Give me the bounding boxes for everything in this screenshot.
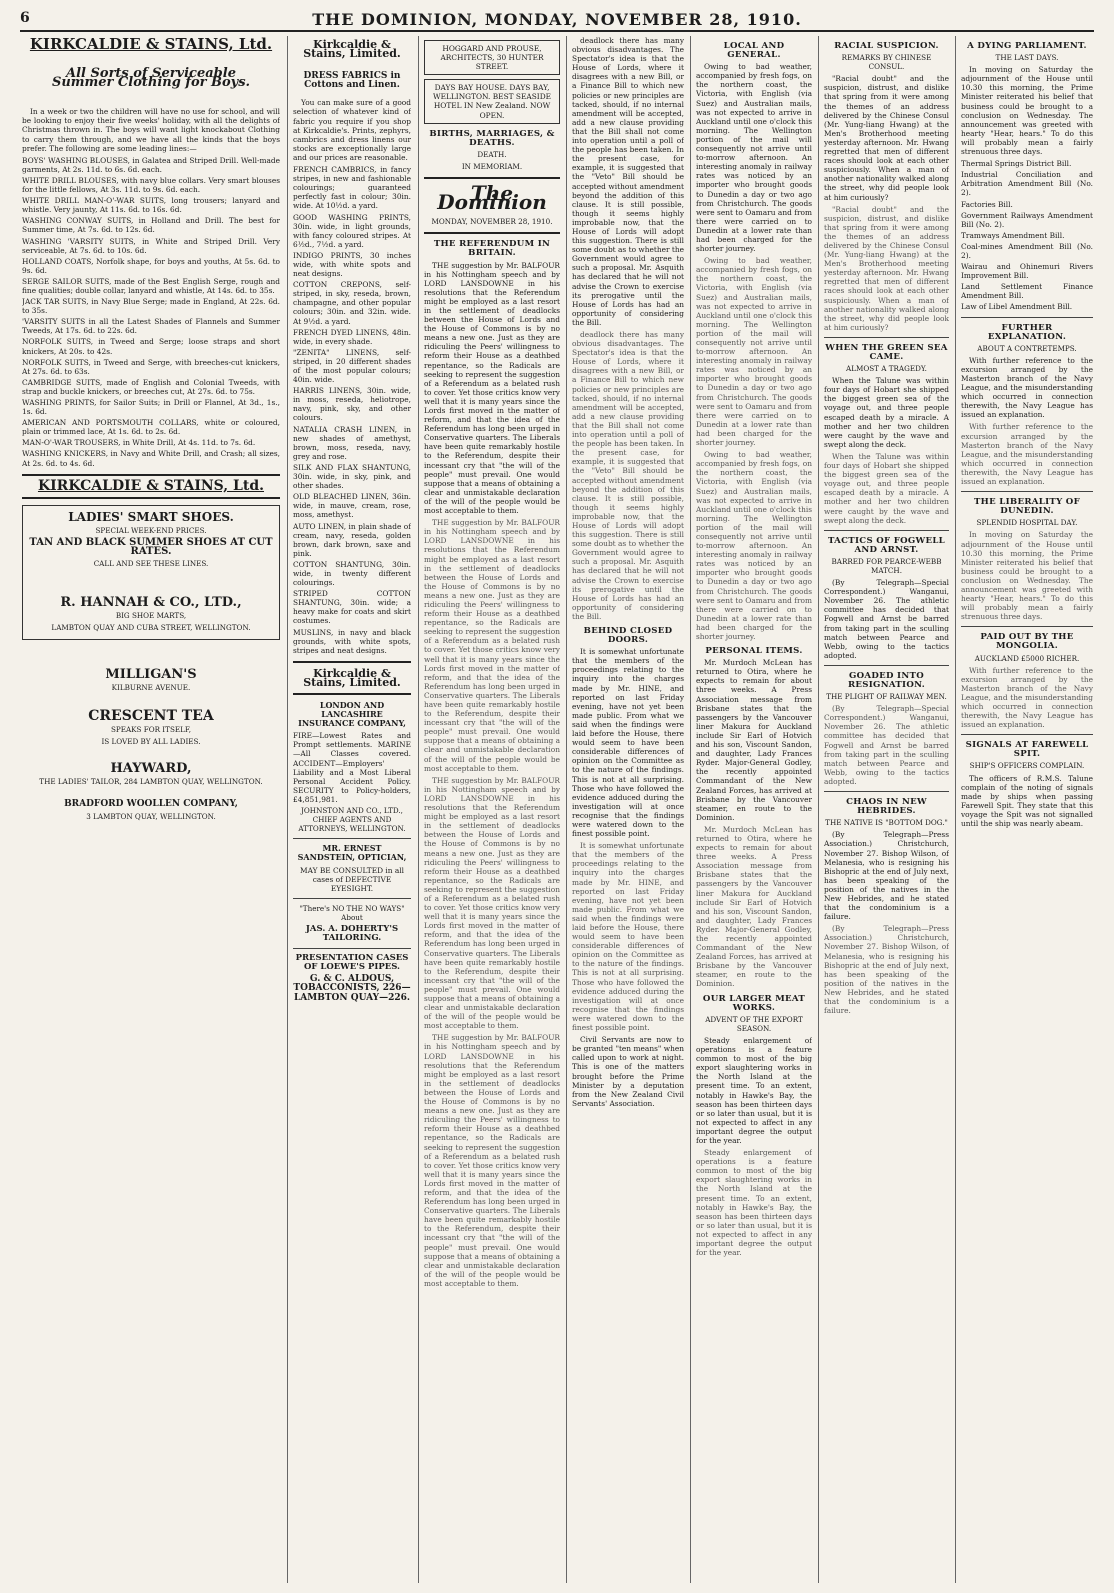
- meat-body: Steady enlargement of operations is a feature common to most of the big export slaughtering works in the North Island at the present time. To an extent, notably in Hawke's Bay, the season has been thirteen days or so later than usual, but it is not expected to affect in any important degree the output for the year.: [696, 1035, 812, 1145]
- column-rule: [287, 36, 288, 1583]
- divider: [293, 693, 411, 695]
- list-item: JACK TAR SUITS, in Navy Blue Serge; made in England, At 22s. 6d. to 35s.: [22, 297, 280, 316]
- leader-body-continued: THE suggestion by Mr. BALFOUR in his Nottingham speech and by LORD LANSDOWNE in his resolutions that the Referendum might be employed as a last resort in the settlement of deadlocks between the House of Lords and the House of Commons is by no means a new one. Just as they are ridiculing the Peers' willingness to reform their House as a deathbed repentance, so the Radicals are seeking to represent the suggestion of a Referendum as a belated rush to cover. Yet those critics know very well that it is many years since the Lords first moved in the matter of reform, and that the idea of the Referendum has long been urged in Conservative quarters. The Liberals have been quite remarkably hostile to the Referendum, despite their incessant cry that "the will of the people" must prevail. One would suppose that a means of obtaining a clear and unmistakable declaration of the will of the people would be most acceptable to them.: [424, 518, 560, 773]
- list-item: NORFOLK SUITS, in Tweed and Serge; loose straps and short knickers, At 20s. to 42s.: [22, 337, 280, 356]
- milligan-ad: MILLIGAN'S: [105, 666, 197, 682]
- list-item: MAN-O'-WAR TROUSERS, in White Drill, At 4s. 11d. to 7s. 6d.: [22, 438, 256, 448]
- divider: [961, 734, 1093, 735]
- masthead: [20, 8, 1094, 32]
- divider: [824, 530, 949, 531]
- column-rule: [955, 36, 956, 1583]
- insurance-body: FIRE—Lowest Rates and Prompt settlements. MARINE—All Classes covered. ACCIDENT—Employers' Liability and a Most Liberal Personal Accident Policy. SECURITY to Policy-holders, £4,851,981.: [293, 731, 411, 804]
- list-item: WHITE DRILL BLOUSES, with navy blue collars. Very smart blouses for the little fellows, At 3s. 11d. to 9s. 6d. each.: [22, 175, 280, 195]
- mongolia-subheading: AUCKLAND £5000 RICHER.: [974, 653, 1080, 663]
- page-number: 6: [20, 10, 30, 26]
- mongolia-body: With further reference to the excursion arranged by the Masterton branch of the Navy League, and the misunderstanding which occurred in connection therewith, the Navy League has issued an explanation.: [961, 665, 1093, 730]
- bills-list: [961, 159, 1093, 311]
- list-item: Thermal Springs District Bill.: [961, 159, 1072, 169]
- tea-sub: SPEAKS FOR ITSELF,: [110, 724, 192, 734]
- divider: [824, 791, 949, 792]
- local-body: Owing to bad weather, accompanied by fresh fogs, on the northern coast, the Victoria, with English (via Suez) and Australian mails, was not expected to arrive in Auckland until one o'clock this morning. The Wellington portion of the mail will consequently not arrive until to-morrow afternoon. An interesting anomaly in railway rates was noticed by an importer who brought goods to Dunedin a day or two ago from Christchurch. The goods were sent to Oamaru and from there were carried on to Dunedin at a lower rate than had been charged for the shorter journey.: [696, 450, 812, 641]
- racial-heading: RACIAL SUSPICION.: [834, 41, 939, 51]
- ad-firm-name: KIRKCALDIE & STAINS, Ltd.: [29, 36, 273, 53]
- memoriam-heading: IN MEMORIAM.: [461, 161, 523, 171]
- notices-heading: BIRTHS, MARRIAGES, & DEATHS.: [429, 128, 555, 148]
- column-news: [824, 36, 949, 1585]
- aldous-ad: G. & C. ALDOUS, TOBACCONISTS, 226—LAMBTON QUAY—226.: [293, 974, 411, 1003]
- divider: [293, 661, 411, 663]
- closed-doors-body: It is somewhat unfortunate that the members of the proceedings relating to the inquiry into the charges made by Mr. HINE, and reported on last Friday evening, have not yet been made public. From what we said when the findings were laid before the House, there would seem to have been considerable differences of opinion on the Committee as to the nature of the findings. This is not at all surprising. Those who have followed the evidence adduced during the investigation will at once recognise that the findings were watered down to the finest possible point.: [572, 647, 684, 839]
- sea-body: When the Talune was within four days of Hobart she shipped the biggest green sea of the voyage out, and three people escaped death by a miracle. A mother and her two children were caught by the wave and swept along the deck.: [824, 376, 949, 449]
- column-local: [696, 36, 812, 1585]
- racial-body: "Racial doubt" and the suspicion, distrust, and dislike that spring from it were among the themes of an address delivered by the Chinese Consul (Mr. Yung-liang Hwang) at the Men's Brotherhood meeting yesterday afternoon. Mr. Hwang regretted that men of different races should look at each other suspiciously. When a man of another nationality walked along the street, why did people look at him curiously?: [824, 204, 949, 332]
- meat-subheading: ADVENT OF THE EXPORT SEASON.: [705, 1014, 803, 1033]
- shoes-title: LADIES' SMART SHOES.: [68, 509, 234, 524]
- column-leader-cont: [572, 36, 684, 1585]
- hayward-ad: HAYWARD,: [110, 760, 192, 776]
- list-item: CAMBRIDGE SUITS, made of English and Colonial Tweeds, with strap and buckle knickers, or breeches cut, At 27s. 6d. to 75s.: [22, 377, 280, 396]
- sea-subheading: ALMOST A TRAGEDY.: [846, 364, 927, 374]
- shoes-subtitle: SPECIAL WEEK-END PRICES.: [95, 525, 207, 535]
- tactics-subheading: BARRED FOR PEARCE-WEBB MATCH.: [831, 556, 942, 575]
- ad-intro: You can make sure of a good selection of whatever kind of fabric you require if you shop at Kirkcaldie's. Prints, zephyrs, cambrics and dress linens our stocks are exceptionally large and our prices are reasonable.: [293, 98, 411, 162]
- divider: [22, 474, 280, 476]
- bradford-address: 3 LAMBTON QUAY, WELLINGTON.: [86, 812, 216, 822]
- list-item: Factories Bill.: [961, 199, 1013, 209]
- list-item: WASHING PRINTS, for Sailor Suits; in Drill or Flannel, At 3d., 1s., 1s. 6d.: [22, 398, 280, 417]
- list-item: MUSLINS, in navy and black grounds, with white spots, stripes and neat designs.: [293, 627, 411, 655]
- column-rule: [690, 36, 691, 1583]
- divider: [961, 317, 1093, 318]
- dying-body: In moving on Saturday the adjournment of the House until 10.30 this morning, the Prime Minister reiterated his belief that business could be brought to a conclusion on Wednesday. The announcement was greeted with hearty "Hear, hears." To do this will probably mean a fairly strenuous three days.: [961, 65, 1093, 157]
- clothing-list: [22, 156, 280, 468]
- list-item: SILK AND FLAX SHANTUNG, 30in. wide, in sky, pink, and other shades.: [293, 462, 411, 491]
- personal-body: Mr. Murdoch McLean has returned to Otira, where he expects to remain for about three weeks. A Press Association message from Brisbane states that the passengers by the Vancouver liner Makura for Auckland include Sir Earl of Hotvich and his son, Viscount Sandon, and daughter, Lady Frances Ryder. Major-General Godley, the recently appointed Commandant of the New Zealand Forces, has arrived at Brisbane by the Vancouver steamer, en route to the Dominion.: [696, 824, 812, 989]
- racial-body: "Racial doubt" and the suspicion, distrust, and dislike that spring from it were among the themes of an address delivered by the Chinese Consul (Mr. Yung-liang Hwang) at the Men's Brotherhood meeting yesterday afternoon. Mr. Hwang regretted that men of different races should look at each other suspiciously. When a man of another nationality walked along the street, why did people look at him curiously?: [824, 74, 949, 202]
- signals-subheading: SHIP'S OFFICERS COMPLAIN.: [969, 761, 1085, 771]
- column-dress-fabrics: [293, 36, 411, 1585]
- goaded-subheading: THE PLIGHT OF RAILWAY MEN.: [826, 692, 947, 702]
- list-item: OLD BLEACHED LINEN, 36in. wide, in mauve, cream, rose, moss, amethyst.: [293, 492, 411, 520]
- list-item: "ZENITA" LINENS, self-striped, in 20 different shades of the most popular colours; 40in. wide.: [293, 347, 411, 385]
- newspaper-title: THE DOMINION, MONDAY, NOVEMBER 28, 1910.: [312, 10, 802, 29]
- list-item: Law of Libel Amendment Bill.: [961, 302, 1073, 312]
- divider: [424, 232, 560, 234]
- list-item: STRIPED COTTON SHANTUNG, 30in. wide; a heavy make for coats and skirt costumes.: [293, 589, 411, 626]
- list-item: Tramways Amendment Bill.: [961, 230, 1065, 240]
- column-leader: [424, 36, 560, 1585]
- bradford-ad: BRADFORD WOOLLEN COMPANY,: [64, 799, 238, 810]
- meat-heading: OUR LARGER MEAT WORKS.: [702, 993, 806, 1013]
- further-body: With further reference to the excursion arranged by the Masterton branch of the Navy League, and the misunderstanding which occurred in connection therewith, the Navy League has issued an explanation.: [961, 355, 1093, 420]
- liberality-heading: THE LIBERALITY OF DUNEDIN.: [973, 497, 1080, 517]
- list-item: NORFOLK SUITS, in Tweed and Serge, with breeches-cut knickers, At 27s. 6d. to 63s.: [22, 357, 280, 376]
- shoes-store: BIG SHOE MARTS,: [115, 611, 187, 621]
- closed-doors-heading: BEHIND CLOSED DOORS.: [583, 626, 673, 646]
- pipes-ad: PRESENTATION CASES OF LOEWE'S PIPES.: [295, 953, 409, 973]
- divider: [293, 898, 411, 899]
- divider: [424, 177, 560, 179]
- divider: [22, 497, 280, 499]
- hebrides-subheading: THE NATIVE IS "BOTTOM DOG.": [825, 818, 948, 828]
- list-item: SERGE SAILOR SUITS, made of the Best English Serge, rough and fine qualities; double collar, lanyard and whistle, At 14s. 6d. to 35s.: [22, 276, 280, 295]
- list-item: Coal-mines Amendment Bill (No. 2).: [961, 241, 1093, 260]
- hebrides-body: (By Telegraph—Press Association.) Christchurch, November 27. Bishop Wilson, of Melanesia, who is resigning his Bishopric at the end of July next, has been speaking of the position of the natives in the New Hebrides, and he stated that the condominium is a failure.: [824, 830, 949, 922]
- further-body: With further reference to the excursion arranged by the Masterton branch of the Navy League, and the misunderstanding which occurred in connection therewith, the Navy League has issued an explanation.: [961, 422, 1093, 487]
- leader-body-continued: THE suggestion by Mr. BALFOUR in his Nottingham speech and by LORD LANSDOWNE in his resolutions that the Referendum might be employed as a last resort in the settlement of deadlocks between the House of Lords and the House of Commons is by no means a new one. Just as they are ridiculing the Peers' willingness to reform their House as a deathbed repentance, so the Radicals are seeking to represent the suggestion of a Referendum as a belated rush to cover. Yet those critics know very well that it is many years since the Lords first moved in the matter of reform, and that the idea of the Referendum has long been urged in Conservative quarters. The Liberals have been quite remarkably hostile to the Referendum, despite their incessant cry that "the will of the people" must prevail. One would suppose that a means of obtaining a clear and unmistakable declaration of the will of the people would be most acceptable to them.: [424, 775, 560, 1031]
- liberality-body: In moving on Saturday the adjournment of the House until 10.30 this morning, the Prime Minister reiterated his belief that business could be brought to a conclusion on Wednesday. The announcement was greeted with hearty "Hear, hears." To do this will probably mean a fairly strenuous three days.: [961, 530, 1093, 622]
- doherty-ad: JAS. A. DOHERTY'S TAILORING.: [305, 923, 399, 944]
- divider: [293, 838, 411, 839]
- tactics-body: (By Telegraph—Special Correspondent.) Wanganui, November 26. The athletic committee has decided that Fogwell and Arnst be barred from taking part in the sculling match between Pearce and Webb, owing to the tactics adopted.: [824, 578, 949, 660]
- list-item: INDIGO PRINTS, 30 inches wide, with white spots and neat designs.: [293, 250, 411, 279]
- list-item: GOOD WASHING PRINTS, 30in. wide, in light grounds, with fancy coloured stripes. At 6½d., 7½d. a yard.: [293, 212, 411, 249]
- divider: [824, 337, 949, 338]
- divider: [824, 665, 949, 666]
- leader-heading: THE REFERENDUM IN BRITAIN.: [433, 239, 551, 259]
- goaded-heading: GOADED INTO RESIGNATION.: [847, 670, 926, 690]
- doherty-sub: "There's NO THE NO WAYS" About: [299, 903, 405, 922]
- ad-firm-name: Kirkcaldie & Stains, Limited.: [303, 38, 401, 61]
- further-subheading: ABOUT A CONTRETEMPS.: [977, 343, 1077, 353]
- shoes-call: CALL AND SEE THESE LINES.: [93, 559, 209, 569]
- local-heading: LOCAL AND GENERAL.: [723, 41, 785, 61]
- optician-ad: MR. ERNEST SANDSTEIN, OPTICIAN,: [297, 843, 407, 863]
- leader-continuation: deadlock there has many obvious disadvantages. The Spectator's idea is that the House of Lords, where it disagrees with a new Bill, or a Finance Bill to which new policies or new principles are tacked, should, if no internal amendment will be accepted, add a new clause providing that the Bill shall not come into operation until a poll of the people has been taken. In the present case, for example, it is suggested that the "Veto" Bill should be accepted without amendment beyond the addition of this clause. It is still possible, though it seems highly improbable now, that the House of Lords will adopt this suggestion. There is still some doubt as to whether the Government would agree to such a proposal. Mr. Asquith has declared that he will not advise the Crown to exercise its prerogative until the House of Lords has had an opportunity of considering the Bill.: [572, 36, 684, 327]
- further-heading: FURTHER EXPLANATION.: [987, 322, 1067, 342]
- mongolia-heading: PAID OUT BY THE MONGOLIA.: [980, 632, 1074, 652]
- list-item: 'VARSITY SUITS in all the Latest Shades of Flannels and Summer Tweeds, At 17s. 6d. to 22s. 6d.: [22, 317, 280, 336]
- dying-heading: A DYING PARLIAMENT.: [967, 41, 1087, 51]
- list-item: WASHING 'VARSITY SUITS, in White and Striped Drill. Very serviceable, At 7s. 6d. to 10s. 6d.: [22, 236, 280, 255]
- leader-continuation: deadlock there has many obvious disadvantages. The Spectator's idea is that the House of Lords, where it disagrees with a new Bill, or a Finance Bill to which new policies or new principles are tacked, should, if no internal amendment will be accepted, add a new clause providing that the Bill shall not come into operation until a poll of the people has been taken. In the present case, for example, it is suggested that the "Veto" Bill should be accepted without amendment beyond the addition of this clause. It is still possible, though it seems highly improbable now, that the House of Lords will adopt this suggestion. There is still some doubt as to whether the Government would agree to such a proposal. Mr. Asquith has declared that he will not advise the Crown to exercise its prerogative until the House of Lords has had an opportunity of considering the Bill.: [572, 330, 684, 621]
- optician-body: MAY BE CONSULTED in all cases of DEFECTIVE EYESIGHT.: [300, 865, 404, 893]
- hebrides-body: (By Telegraph—Press Association.) Christchurch, November 27. Bishop Wilson, of Melanesia, who is resigning his Bishopric at the end of July next, has been speaking of the position of the natives in the New Hebrides, and he stated that the condominium is a failure.: [824, 924, 949, 1016]
- hoggard-ad: HOGGARD AND PROUSE, ARCHITECTS, 30 HUNTER STREET.: [424, 40, 560, 75]
- list-item: Industrial Conciliation and Arbitration Amendment Bill (No. 2).: [961, 170, 1093, 198]
- ad-firm-name: KIRKCALDIE & STAINS, Ltd.: [37, 477, 265, 494]
- divider: [293, 948, 411, 949]
- list-item: COTTON SHANTUNG, 30in. wide, in twenty different colourings.: [293, 559, 411, 588]
- list-item: Land Settlement Finance Amendment Bill.: [961, 282, 1093, 301]
- ad-headline: DRESS FABRICS in Cottons and Linen.: [303, 71, 401, 91]
- divider: [961, 491, 1093, 492]
- death-heading: DEATH.: [477, 149, 507, 159]
- leader-body: THE suggestion by Mr. BALFOUR in his Nottingham speech and by LORD LANSDOWNE in his resolutions that the Referendum might be employed as a last resort in the settlement of deadlocks between the House of Lords and the House of Commons is by no means a new one. Just as they are ridiculing the Peers' willingness to reform their House as a deathbed repentance, so the Radicals are seeking to represent the suggestion of a Referendum as a belated rush to cover. Yet those critics know very well that it is many years since the Lords first moved in the matter of reform, and that the idea of the Referendum has long been urged in Conservative quarters. The Liberals have been quite remarkably hostile to the Referendum, despite their incessant cry that "the will of the people" must prevail. One would suppose that a means of obtaining a clear and unmistakable declaration of the will of the people would be most acceptable to them.: [424, 260, 560, 516]
- shoes-headline: TAN AND BLACK SUMMER SHOES AT CUT RATES.: [29, 536, 273, 558]
- sea-body: When the Talune was within four days of Hobart she shipped the biggest green sea of the voyage out, and three people escaped death by a miracle. A mother and her two children were caught by the wave and swept along the deck.: [824, 451, 949, 525]
- shoes-ad: [22, 505, 280, 640]
- liberality-subheading: SPLENDID HOSPITAL DAY.: [976, 518, 1078, 528]
- racial-subheading: REMARKS BY CHINESE CONSUL.: [841, 53, 932, 72]
- milligan-address: KILBURNE AVENUE.: [111, 682, 191, 692]
- ad-firm-name: Kirkcaldie & Stains, Limited.: [303, 666, 401, 689]
- divider: [961, 626, 1093, 627]
- list-item: Wairau and Ohinemuri Rivers Improvement Bill.: [961, 262, 1093, 281]
- signals-heading: SIGNALS AT FAREWELL SPIT.: [965, 740, 1089, 760]
- list-item: FRENCH DYED LINENS, 48in. wide, in every shade.: [293, 327, 411, 346]
- column-parliament: [961, 36, 1093, 1585]
- column-rule: [818, 36, 819, 1583]
- list-item: WHITE DRILL MAN-O'-WAR SUITS, long trousers; lanyard and whistle. Very jaunty, At 11s. 6d. to 16s. 6d.: [22, 196, 280, 215]
- civil-servants-note: Civil Servants are now to be granted "ten means" when called upon to work at night. This is one of the matters brought before the Prime Minister by a deputation from the New Zealand Civil Servants' Association.: [572, 1035, 684, 1108]
- ad-headline: All Sorts of Serviceable Summer Clothing for Boys.: [51, 66, 251, 91]
- ad-intro: In a week or two the children will have no use for school, and will be looking to enjoy their five weeks' holiday, with all the delights of Christmas thrown in. The boys will want light knockabout Clothing to carry them through, and we have all the kinds that the boys prefer. The following are some leading lines:—: [22, 107, 280, 153]
- column-rule: [418, 36, 419, 1583]
- sea-heading: WHEN THE GREEN SEA CAME.: [825, 342, 948, 362]
- list-item: AMERICAN AND PORTSMOUTH COLLARS, white or coloured, plain or trimmed lace, At 1s. 6d. to 2s. 6d.: [22, 418, 280, 437]
- list-item: HOLLAND COATS, Norfolk shape, for boys and youths, At 5s. 6d. to 9s. 6d.: [22, 256, 280, 275]
- dateline: MONDAY, NOVEMBER 28, 1910.: [431, 217, 553, 227]
- insurance-agent: JOHNSTON AND CO., LTD., CHIEF AGENTS AND ATTORNEYS, WELLINGTON.: [298, 806, 406, 834]
- column-rule: [566, 36, 567, 1583]
- personal-body: Mr. Murdoch McLean has returned to Otira, where he expects to remain for about three weeks. A Press Association message from Brisbane states that the passengers by the Vancouver liner Makura for Auckland include Sir Earl of Hotvich and his son, Viscount Sandon, and daughter, Lady Frances Ryder. Major-General Godley, the recently appointed Commandant of the New Zealand Forces, has arrived at Brisbane by the Vancouver steamer, en route to the Dominion.: [696, 658, 812, 822]
- meat-body: Steady enlargement of operations is a feature common to most of the big export slaughtering works in the North Island at the present time. To an extent, notably in Hawke's Bay, the season has been thirteen days or so later than usual, but it is not expected to affect in any important degree the output for the year.: [696, 1148, 812, 1258]
- list-item: COTTON CREPONS, self-striped, in sky, reseda, brown, champagne, and other popular colours; 30in. and 32in. wide. At 9½d. a yard.: [293, 280, 411, 326]
- list-item: NATALIA CRASH LINEN, in new shades of amethyst, brown, moss, reseda, navy, grey and rose.: [293, 424, 411, 461]
- closed-doors-body: It is somewhat unfortunate that the members of the proceedings relating to the inquiry into the charges made by Mr. HINE, and reported on last Friday evening, have not yet been made public. From what we said when the findings were laid before the House, there would seem to have been considerable differences of opinion on the Committee as to the nature of the findings. This is not at all surprising. Those who have followed the evidence adduced during the investigation will at once recognise that the findings were watered down to the finest possible point.: [572, 841, 684, 1033]
- tea-sub2: IS LOVED BY ALL LADIES.: [101, 736, 201, 746]
- days-bay-ad: DAYS BAY HOUSE. DAYS BAY, WELLINGTON. BEST SEASIDE HOTEL IN New Zealand. NOW OPEN.: [424, 79, 560, 123]
- column-kirkcaldie-boys: [22, 36, 280, 1585]
- tactics-heading: TACTICS OF FOGWELL AND ARNST.: [827, 535, 946, 555]
- shoes-firm: R. HANNAH & CO., LTD.,: [60, 595, 242, 611]
- shoes-address: LAMBTON QUAY AND CUBA STREET, WELLINGTON.: [51, 623, 251, 633]
- insurance-ad: LONDON AND LANCASHIRE INSURANCE COMPANY,: [298, 700, 406, 729]
- goaded-body: (By Telegraph—Special Correspondent.) Wanganui, November 26. The athletic committee has decided that Fogwell and Arnst be barred from taking part in the sculling match between Pearce and Webb, owing to the tactics adopted.: [824, 704, 949, 786]
- list-item: WASHING CONWAY SUITS, in Holland and Drill. The best for Summer time, At 7s. 6d. to 12s. 6d.: [22, 216, 280, 235]
- leader-body-continued: THE suggestion by Mr. BALFOUR in his Nottingham speech and by LORD LANSDOWNE in his resolutions that the Referendum might be employed as a last resort in the settlement of deadlocks between the House of Lords and the House of Commons is by no means a new one. Just as they are ridiculing the Peers' willingness to reform their House as a deathbed repentance, so the Radicals are seeking to represent the suggestion of a Referendum as a belated rush to cover. Yet those critics know very well that it is many years since the Lords first moved in the matter of reform, and that the idea of the Referendum has long been urged in Conservative quarters. The Liberals have been quite remarkably hostile to the Referendum, despite their incessant cry that "the will of the people" must prevail. One would suppose that a means of obtaining a clear and unmistakable declaration of the will of the people would be most acceptable to them.: [424, 1033, 560, 1288]
- local-body: Owing to bad weather, accompanied by fresh fogs, on the northern coast, the Victoria, with English (via Suez) and Australian mails, was not expected to arrive in Auckland until one o'clock this morning. The Wellington portion of the mail will consequently not arrive until to-morrow afternoon. An interesting anomaly in railway rates was noticed by an importer who brought goods to Dunedin a day or two ago from Christchurch. The goods were sent to Oamaru and from there were carried on to Dunedin at a lower rate than had been charged for the shorter journey.: [696, 256, 812, 448]
- signals-body: The officers of R.M.S. Talune complain of the noting of signals made by ships when passing Farewell Spit. They state that this voyage the Spit was not signalled until the ship was nearly abeam.: [961, 773, 1093, 829]
- list-item: WASHING KNICKERS, in Navy and White Drill, and Crash; all sizes, At 2s. 6d. to 4s. 6d.: [22, 449, 280, 468]
- list-item: BOYS' WASHING BLOUSES, in Galatea and Striped Drill. Well-made garments, At 2s. 11d. to 6s. 6d. each.: [22, 155, 280, 174]
- tea-ad: CRESCENT TEA: [88, 707, 214, 724]
- hebrides-heading: CHAOS IN NEW HEBRIDES.: [846, 797, 927, 817]
- list-item: AUTO LINEN, in plain shade of cream, navy, reseda, golden brown, dark brown, saxe and pink.: [293, 521, 411, 558]
- list-item: FRENCH CAMBRICS, in fancy stripes, in new and fashionable colourings; guaranteed perfectly fast in colour; 30in. wide. At 10½d. a yard.: [293, 165, 411, 211]
- personal-heading: PERSONAL ITEMS.: [705, 646, 803, 657]
- dying-subheading: THE LAST DAYS.: [995, 53, 1059, 63]
- hayward-sub: THE LADIES' TAILOR, 284 LAMBTON QUAY, WELLINGTON.: [39, 777, 263, 787]
- list-item: HARRIS LINENS, 30in. wide, in moss, reseda, heliotrope, navy, pink, sky, and other colours.: [293, 386, 411, 423]
- list-item: Government Railways Amendment Bill (No. 2).: [961, 210, 1093, 229]
- local-body: Owing to bad weather, accompanied by fresh fogs, on the northern coast, the Victoria, with English (via Suez) and Australian mails, was not expected to arrive in Auckland until one o'clock this morning. The Wellington portion of the mail will consequently not arrive until to-morrow afternoon. An interesting anomaly in railway rates was noticed by an importer who brought goods to Dunedin a day or two ago from Christchurch. The goods were sent to Oamaru and from there were carried on to Dunedin at a lower rate than had been charged for the shorter journey.: [696, 62, 812, 254]
- paper-nameplate: The Dominion: [437, 181, 547, 215]
